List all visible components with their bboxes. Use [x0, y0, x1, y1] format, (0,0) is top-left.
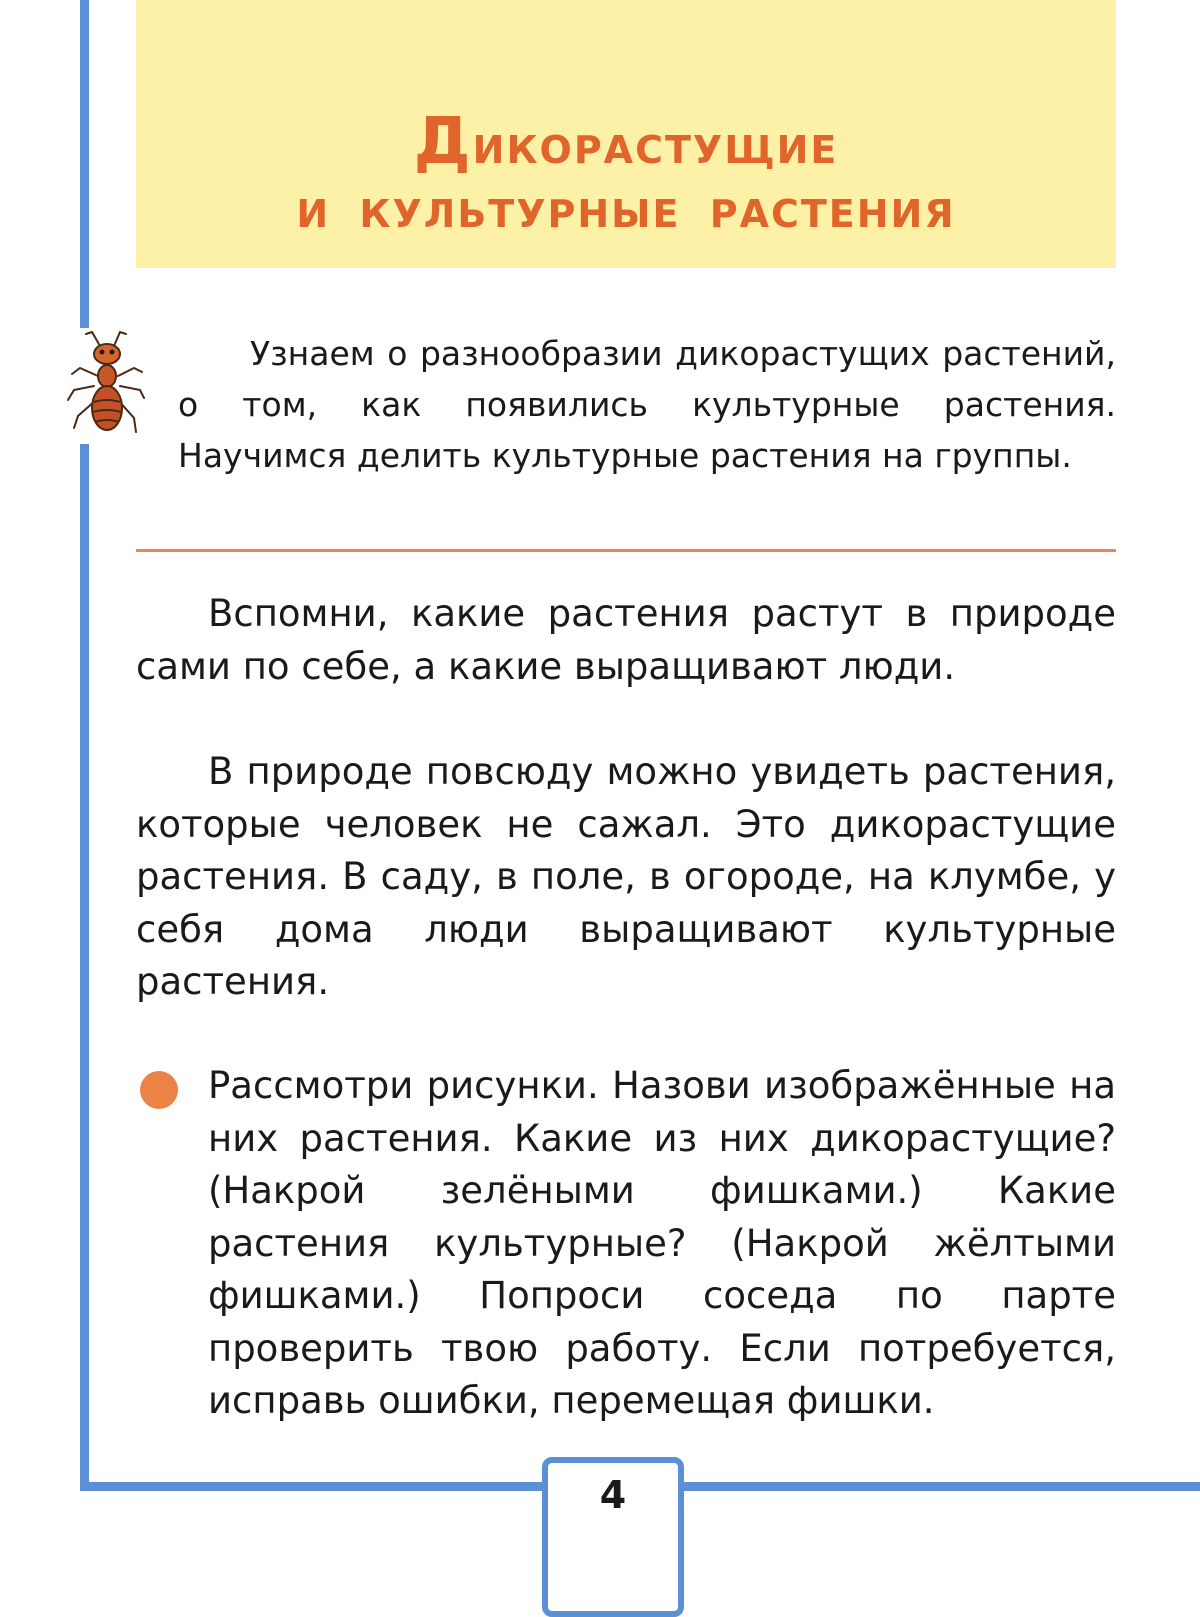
title-line-1 [136, 105, 1116, 184]
page-number-box [542, 1457, 684, 1617]
title-line-2: И КУЛЬТУРНЫЕ РАСТЕНИЯ [296, 192, 956, 236]
task-bullet-icon [140, 1071, 178, 1109]
lesson-intro: Узнаем о разнообразии дикорастущих растений, о том, как появились культурные растения. Научимся делить культурные растения на группы. [178, 334, 1116, 475]
page-frame-left [80, 0, 89, 1491]
section-divider [136, 549, 1116, 552]
ant-icon [64, 328, 148, 444]
title-line-1-rest: ИКОРАСТУЩИЕ [472, 128, 839, 172]
recall-question: Вспомни, какие растения растут в природе сами по себе, а какие выращивают люди. [136, 592, 1116, 688]
task-text: Рассмотри рисунки. Назови изображённые на них растения. Какие из них дикорастущие? (Накрой зелёными фишками.) Какие растения культурные? (Накрой жёлтыми фишками.) Попроси соседа по парте проверить твою работу. Если потребуется, исправь ошибки, перемещая фишки. [208, 1064, 1116, 1422]
page-title [136, 105, 1116, 248]
explanation-paragraph: В природе повсюду можно увидеть растения, которые человек не сажал. Это дикорастущие растения. В саду, в поле, в огороде, на клумбе, у себя дома люди выращивают культурные растения. [136, 750, 1116, 1003]
title-band [136, 0, 1116, 268]
title-drop-cap: Д [413, 105, 473, 179]
page-number: 4 [599, 1473, 627, 1517]
